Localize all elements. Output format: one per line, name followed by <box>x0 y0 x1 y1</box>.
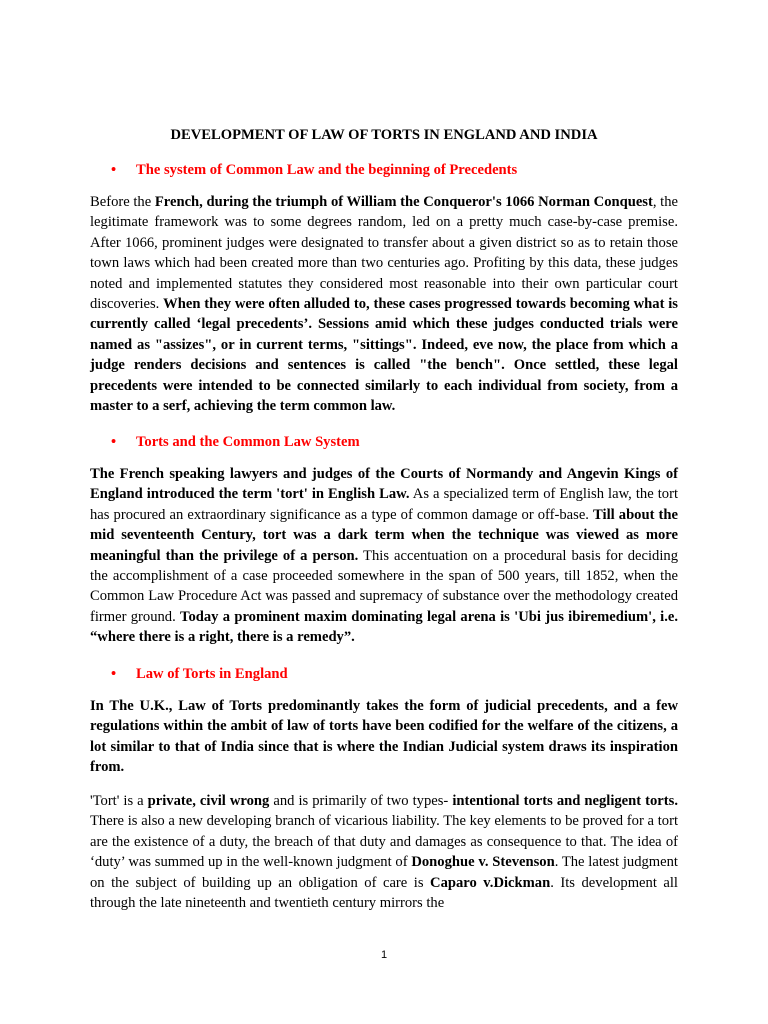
section-heading-text: The system of Common Law and the beginning of Precedents <box>136 162 518 178</box>
section-heading-text: Torts and the Common Law System <box>136 434 360 450</box>
paragraph: 'Tort' is a private, civil wrong and is primarily of two types- intentional torts and negligent torts. There is also a new developing branch of vicarious liability. The key elements to be proved for a tort are the existence of a duty, the breach of that duty and damages as consequence to that. The idea of ‘duty’ was summed up in the well-known judgment of Donoghue v. Stevenson. The latest judgment on the subject of building up an obligation of care is Caparo v.Dickman. Its development all through the late nineteenth and twentieth century mirrors the <box>90 793 678 912</box>
document-title: DEVELOPMENT OF LAW OF TORTS IN ENGLAND AND INDIA <box>170 127 598 143</box>
page-number: 1 <box>380 949 388 961</box>
section-heading-text: Law of Torts in England <box>136 666 288 682</box>
paragraph: In The U.K., Law of Torts predominantly takes the form of judicial precedents, and a few regulations within the ambit of law of torts have been codified for the welfare of the citizens, a lot similar to that of India since that is where the Indian Judicial system draws its inspiration from. <box>90 698 678 776</box>
paragraph: Before the French, during the triumph of William the Conqueror's 1066 Norman Conquest, the legitimate framework was to some degrees random, led on a pretty much case-by-case premise. After 1066, prominent judges were designated to transfer about a given district so as to retain those town laws which had been created more than two centuries ago. Profiting by this data, these judges noted and implemented statutes they considered most reasonable into their own particular court discoveries. When they were often alluded to, these cases progressed towards becoming what is currently called ‘legal precedents’. Sessions amid which these judges conducted trials were named as "assizes", or in current terms, "sittings". Indeed, eve now, the place from which a judge renders decisions and sentences is called "the bench". Once settled, these legal precedents were intended to be connected similarly to each individual from society, from a master to a serf, achieving the term common law. <box>90 194 678 415</box>
bullet-icon: • <box>111 666 117 682</box>
bullet-icon: • <box>111 162 117 178</box>
bullet-icon: • <box>111 434 117 450</box>
paragraph: The French speaking lawyers and judges of the Courts of Normandy and Angevin Kings of England introduced the term 'tort' in English Law. As a specialized term of English law, the tort has procured an extraordinary significance as a type of common damage or off-base. Till about the mid seventeenth Century, tort was a dark term when the technique was viewed as more meaningful than the privilege of a person. This accentuation on a procedural basis for deciding the accomplishment of a case proceeded somewhere in the span of 500 years, till 1852, when the Common Law Procedure Act was passed and supremacy of substance over the methodology created firmer ground. Today a prominent maxim dominating legal arena is 'Ubi jus ibiremedium', i.e. “where there is a right, there is a remedy”. <box>90 466 678 646</box>
